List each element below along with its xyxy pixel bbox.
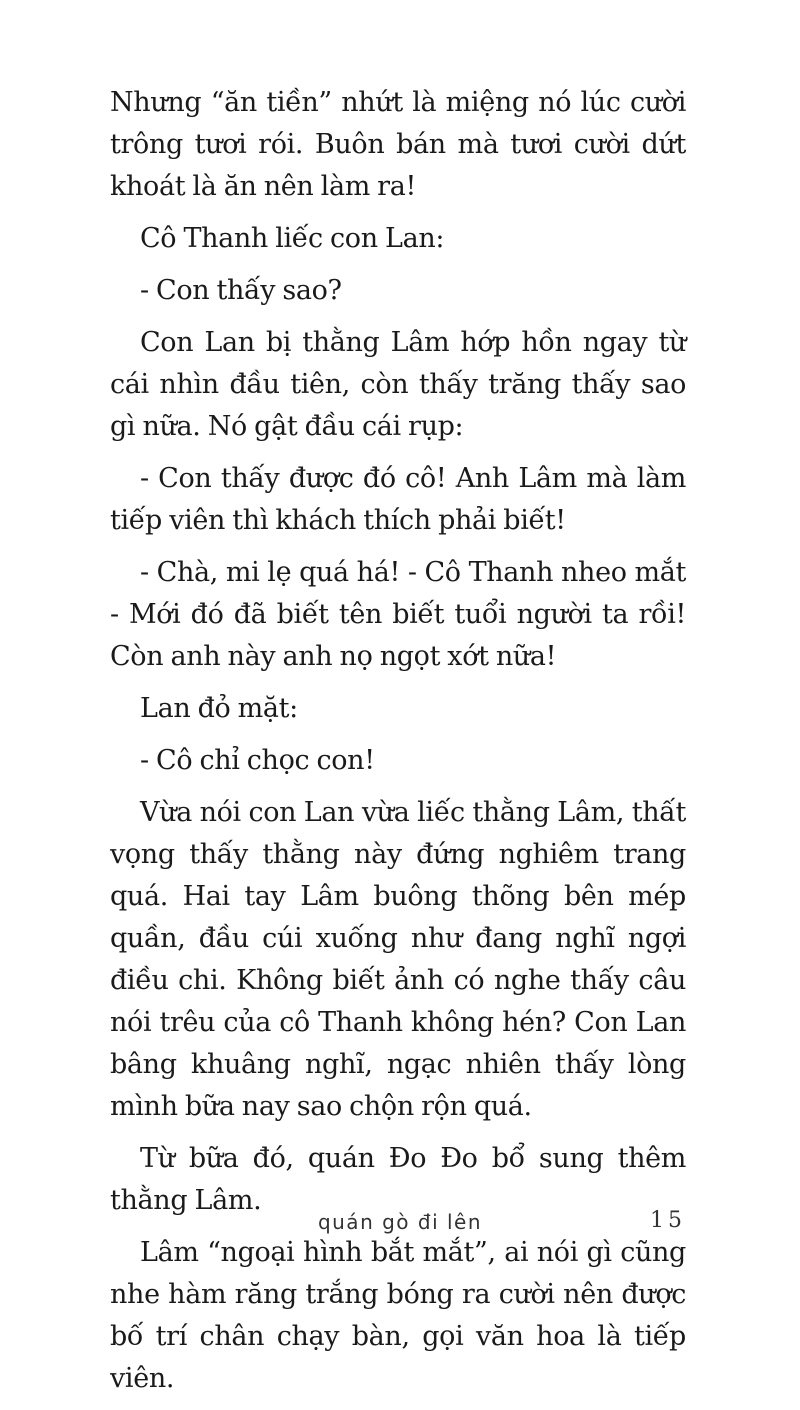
running-footer-title: quán gò đi lên: [317, 1210, 483, 1234]
paragraph-10: Từ bữa đó, quán Đo Đo bổ sung thêm thằng Lâm.: [110, 1143, 686, 1216]
paragraph-1: Nhưng “ăn tiền” nhứt là miệng nó lúc cười trông tươi rói. Buôn bán mà tươi cười dứt khoát là ăn nên làm ra!: [110, 87, 686, 202]
paragraph-4: Con Lan bị thằng Lâm hớp hồn ngay từ cái nhìn đầu tiên, còn thấy trăng thấy sao gì nữa. Nó gật đầu cái rụp:: [110, 327, 686, 442]
paragraph-5: - Con thấy được đó cô! Anh Lâm mà làm tiếp viên thì khách thích phải biết!: [110, 463, 686, 536]
paragraph-3: - Con thấy sao?: [140, 275, 342, 306]
page-number: 15: [650, 1208, 686, 1233]
paragraph-8: - Cô chỉ chọc con!: [140, 745, 375, 776]
paragraph-7: Lan đỏ mặt:: [140, 693, 298, 724]
paragraph-9: Vừa nói con Lan vừa liếc thằng Lâm, thất vọng thấy thằng này đứng nghiêm trang quá. Hai tay Lâm buông thõng bên mép quần, đầu cúi xuống như đang nghĩ ngợi điều chi. Không biết ảnh có nghe thấy câu nói trêu của cô Thanh không hén? Con Lan bâng khuâng nghĩ, ngạc nhiên thấy lòng mình bữa nay sao chộn rộn quá.: [110, 797, 686, 1122]
paragraph-2: Cô Thanh liếc con Lan:: [140, 223, 445, 254]
paragraph-6: - Chà, mi lẹ quá há! - Cô Thanh nheo mắt - Mới đó đã biết tên biết tuổi người ta rồi! Còn anh này anh nọ ngọt xớt nữa!: [110, 557, 686, 672]
paragraph-11: Lâm “ngoại hình bắt mắt”, ai nói gì cũng nhe hàm răng trắng bóng ra cười nên được bố trí chân chạy bàn, gọi văn hoa là tiếp viên.: [110, 1237, 686, 1394]
